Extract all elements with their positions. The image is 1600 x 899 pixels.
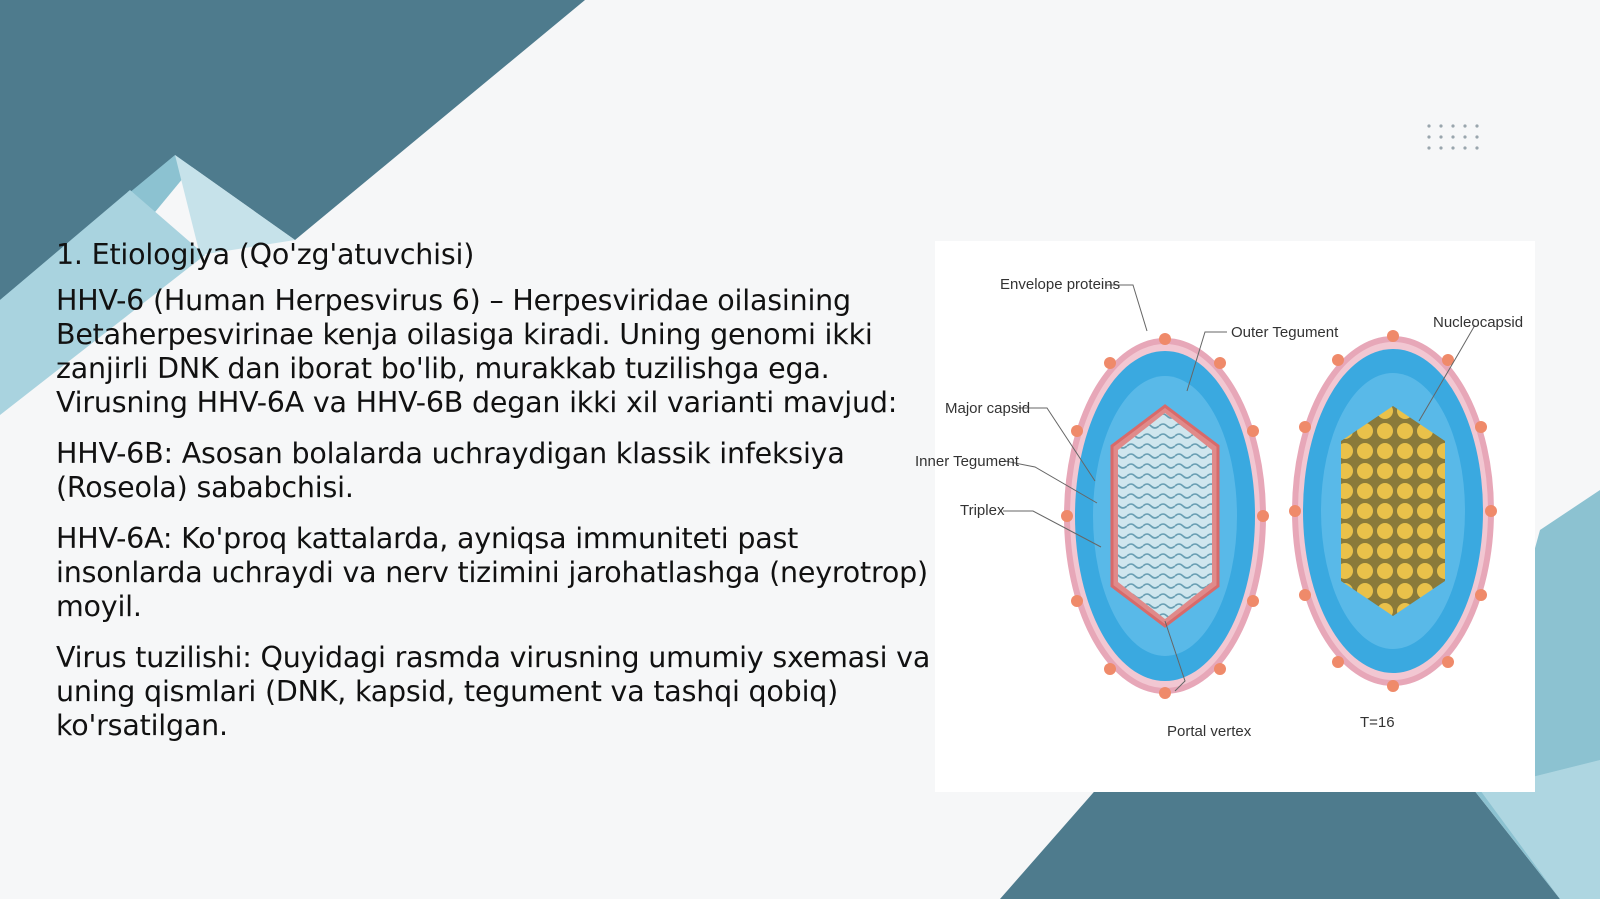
label-t16: T=16 <box>1360 714 1395 731</box>
label-inner-tegument: Inner Tegument <box>915 453 1019 470</box>
label-outer-tegument: Outer Tegument <box>1231 324 1339 341</box>
dot-grid-decoration <box>1426 123 1486 153</box>
paragraph-intro: HHV-6 (Human Herpesvirus 6) – Herpesviridae oilasining Betaherpesvirinae kenja oilasiga kiradi. Uning genomi ikki zanjirli DNK dan iborat bo'lib, murakkab tuzilishga ega. Virusning HHV-6A va HHV-6B degan ikki xil varianti mavjud: <box>56 284 898 419</box>
paragraph-structure: Virus tuzilishi: Quyidagi rasmda virusning umumiy sxemasi va uning qismlari (DNK, kapsid, tegument va tashqi qobiq) ko'rsatilgan. <box>56 641 931 742</box>
label-triplex: Triplex <box>960 502 1005 519</box>
slide-heading: 1. Etiologiya (Qo'zg'atuvchisi) <box>56 238 475 271</box>
label-portal-vertex: Portal vertex <box>1167 723 1252 740</box>
label-envelope-proteins: Envelope proteins <box>1000 276 1121 293</box>
slide-text-block <box>56 238 936 760</box>
paragraph-hhv6b: HHV-6B: Asosan bolalarda uchraydigan klassik infeksiya (Roseola) sababchisi. <box>56 437 845 504</box>
paragraph-hhv6a: HHV-6A: Ko'proq kattalarda, ayniqsa immuniteti past insonlarda uchraydi va nerv tizimini jarohatlashga (neyrotrop) moyil. <box>56 522 928 623</box>
label-major-capsid: Major capsid <box>945 400 1031 417</box>
virus-diagram <box>915 241 1535 792</box>
virion-nucleocapsid <box>1289 330 1497 692</box>
virus-structure-figure <box>915 241 1535 792</box>
label-nucleocapsid: Nucleocapsid <box>1433 314 1524 331</box>
bg-shape-bottom-dark <box>1000 785 1560 899</box>
virion-cross-section <box>1061 333 1269 699</box>
